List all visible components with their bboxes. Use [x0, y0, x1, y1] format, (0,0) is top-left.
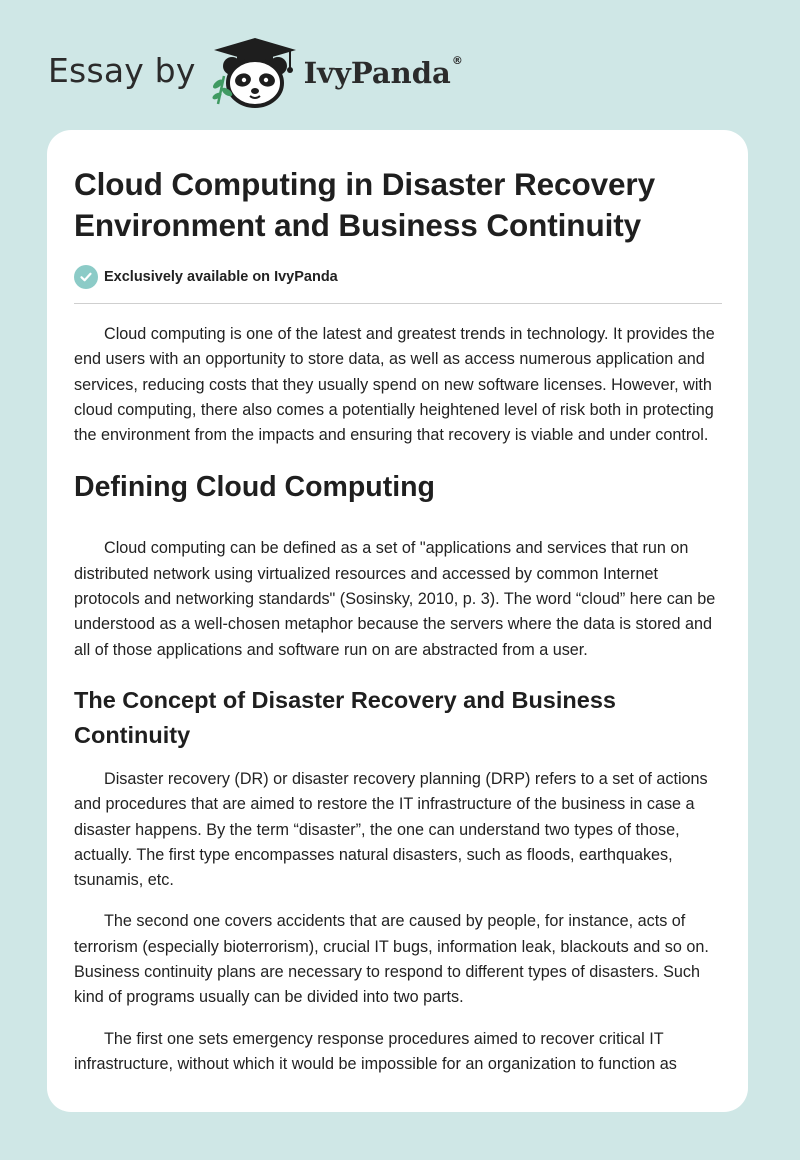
brand-name: IvyPanda®	[303, 54, 463, 90]
section-heading-defining-cloud-computing: Defining Cloud Computing	[74, 471, 435, 504]
section-heading-disaster-recovery: The Concept of Disaster Recovery and Business Continuity	[74, 686, 616, 748]
panda-graduate-icon	[210, 36, 300, 108]
paragraph: Disaster recovery (DR) or disaster recovery planning (DRP) refers to a set of actions and procedures that are aimed to restore the IT infrastructure of the business in case a disaster happens. By the term “disaster”, the one can understand two types of those, actually. The first type encompasses natural disasters, such as floods, earthquakes, tsunamis, etc.	[74, 769, 708, 890]
essay-title: Cloud Computing in Disaster Recovery Environment and Business Continuity	[74, 166, 655, 243]
intro-paragraph: Cloud computing is one of the latest and greatest trends in technology. It provides the end users with an opportunity to store data, as well as access numerous application and services, reducing costs that they usually spend on new software licenses. However, with cloud computing, there also comes a potentially heightened level of risk both in protecting the environment from the impacts and ensuring that recovery is viable and under control.	[74, 325, 715, 445]
exclusive-label: Exclusively available on IvyPanda	[104, 269, 338, 285]
paragraph: Cloud computing can be defined as a set of "applications and services that run on distributed network using virtualized resources and accessed by common Internet protocols and networking standards" (Sosinsky, 2010, p. 3). The word “cloud” here can be understood as a well-chosen metaphor because the servers where the data is stored and all of those applications and software run on are abstracted from a user.	[74, 539, 716, 659]
site-brand[interactable]	[48, 36, 463, 108]
check-icon	[74, 265, 98, 289]
brand-prefix: Essay by	[48, 50, 196, 90]
paragraph: The second one covers accidents that are caused by people, for instance, acts of terrorism (especially bioterrorism), crucial IT bugs, information leak, blackouts and so on. Business continuity plans are necessary to respond to different types of disasters. Such kind of programs usually can be divided into two parts.	[74, 912, 709, 1007]
paragraph: The first one sets emergency response procedures aimed to recover critical IT infrastructure, without which it would be impossible for an organization to function as	[74, 1029, 677, 1073]
essay-card	[47, 130, 748, 1112]
exclusive-badge	[74, 265, 722, 304]
